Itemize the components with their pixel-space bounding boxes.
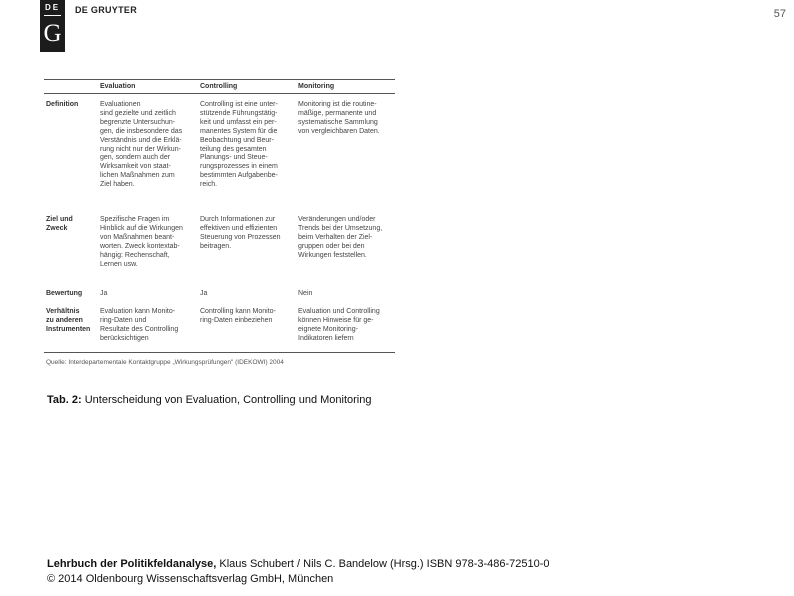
copyright-notice: © 2014 Oldenbourg Wissenschaftsverlag GmbH, München — [47, 572, 334, 585]
row-label-definition: Definition — [46, 101, 79, 108]
table-cell: Spezifische Fragen im Hinblick auf die Wirkungen von Maßnahmen beant- worten. Zweck kontextab- hängig: Rechenschaft, Lernen usw. — [100, 216, 183, 268]
table-cell: Veränderungen und/oder Trends bei der Umsetzung, beim Verhalten der Ziel- gruppen oder bei den Wirkungen feststellen. — [298, 216, 383, 259]
column-header-evaluation: Evaluation — [100, 83, 136, 90]
table-source-note: Quelle: Interdepartementale Kontaktgruppe „Wirkungsprüfungen" (IDEKOWI) 2004 — [46, 359, 284, 366]
table-cell: Monitoring ist die routine- mäßige, permanente und systematische Sammlung von vergleichbaren Daten. — [298, 101, 380, 135]
table-cell: Nein — [298, 290, 313, 297]
table-cell: Evaluationen sind gezielte und zeitlich begrenzte Untersuchun- gen, die insbesondere das Verständnis und die Erklä- rung nicht nur der Wirkun- gen, sondern auch der Wirksamkeit von staat- lichen Maßnahmen zum Ziel haben. — [100, 101, 183, 189]
row-label-bewertung: Bewertung — [46, 290, 83, 297]
row-label-ziel-und-zweck: Ziel und Zweck — [46, 216, 73, 232]
column-header-monitoring: Monitoring — [298, 83, 335, 90]
table-cell: Controlling ist eine unter- stützende Führungstätig- keit und umfasst ein per- manentes System für die Beobachtung und Beur- teilung des gesamten Planungs- und Steue- rungsprozesses in einem bestimmten Aufgabenbe- reich. — [200, 101, 278, 189]
logo-letter-bottom: G — [43, 20, 62, 47]
row-label-verhaeltnis: Verhältnis zu anderen Instrumenten — [46, 308, 91, 333]
logo-divider — [44, 15, 61, 16]
table-rule-top — [44, 79, 395, 80]
page-number: 57 — [773, 8, 786, 20]
caption-label: Tab. 2: — [47, 394, 82, 406]
logo-letters-top: DE — [44, 3, 61, 12]
table-cell: Controlling kann Monito- ring-Daten einbeziehen — [200, 308, 276, 324]
book-title: Lehrbuch der Politikfeldanalyse, — [47, 558, 217, 570]
table-rule-bottom — [44, 352, 395, 353]
book-details: Klaus Schubert / Nils C. Bandelow (Hrsg.) ISBN 978-3-486-72510-0 — [219, 558, 550, 570]
footer-line-1 — [47, 557, 550, 572]
publisher-name: DE GRUYTER — [75, 5, 138, 15]
table-cell: Evaluation kann Monito- ring-Daten und Resultate des Controlling berücksichtigen — [100, 308, 179, 342]
caption-text: Unterscheidung von Evaluation, Controlling und Monitoring — [84, 394, 372, 406]
table-cell: Evaluation und Controlling können Hinweise für ge- eignete Monitoring- Indikatoren liefern — [298, 308, 380, 342]
table-caption — [47, 394, 372, 406]
footer-citation — [47, 557, 550, 586]
table-cell: Durch Informationen zur effektiven und effizienten Steuerung von Prozessen beitragen. — [200, 216, 281, 250]
table-rule-header — [44, 93, 395, 94]
publisher-logo — [40, 0, 65, 52]
table-cell: Ja — [200, 290, 208, 297]
column-header-controlling: Controlling — [200, 83, 238, 90]
table-cell: Ja — [100, 290, 108, 297]
